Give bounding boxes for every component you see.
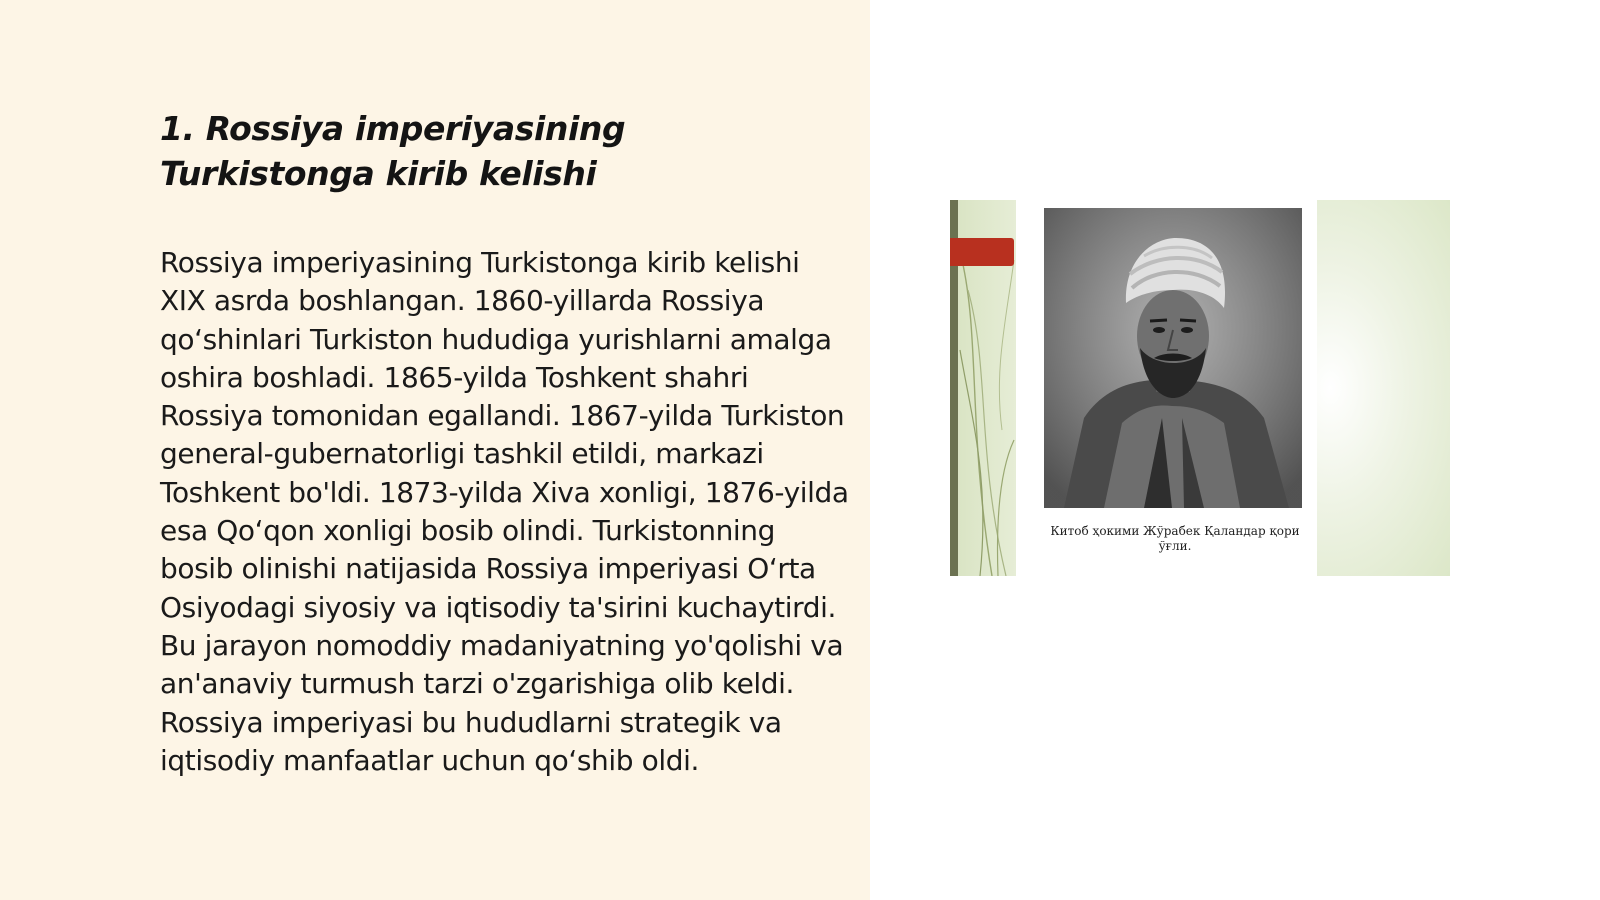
slide-body-text: Rossiya imperiyasining Turkistonga kirib kelishi XIX asrda boshlangan. 1860-yillarda Rossiya qo‘shinlari Turkiston hududiga yurishlarni amalga oshira boshladi. 1865-yilda Toshkent shahri Rossiya tomonidan egallandi. 1867-yilda Turkiston general-gubernatorligi tashkil etildi, markazi Toshkent bo'ldi. 1873-yilda Xiva xonligi, 1876-yilda esa Qo‘qon xonligi bosib olindi. Turkistonning bosib olinishi natijasida Rossiya imperiyasi O‘rta Osiyodagi siyosiy va iqtisodiy ta'sirini kuchaytirdi. Bu jarayon nomoddiy madaniyatning yo'qolishi va an'anaviy turmush tarzi o'zgarishiga olib keldi. Rossiya imperiyasi bu hududlarni strategik va iqtisodiy manfaatlar uchun qo‘shib oldi. xyxy=(160,246,849,777)
slide-title: 1. Rossiya imperiyasining Turkistonga kirib kelishi xyxy=(160,109,626,193)
portrait-image xyxy=(950,200,1450,576)
decorative-red-tab xyxy=(950,238,1014,266)
decorative-green-panel-right xyxy=(1317,200,1450,576)
man-in-turban-photo xyxy=(1044,208,1302,508)
portrait-photo xyxy=(1044,208,1302,508)
portrait-caption: Китоб ҳокими Жўрабек Қаландар қори ўғли. xyxy=(1050,524,1300,553)
